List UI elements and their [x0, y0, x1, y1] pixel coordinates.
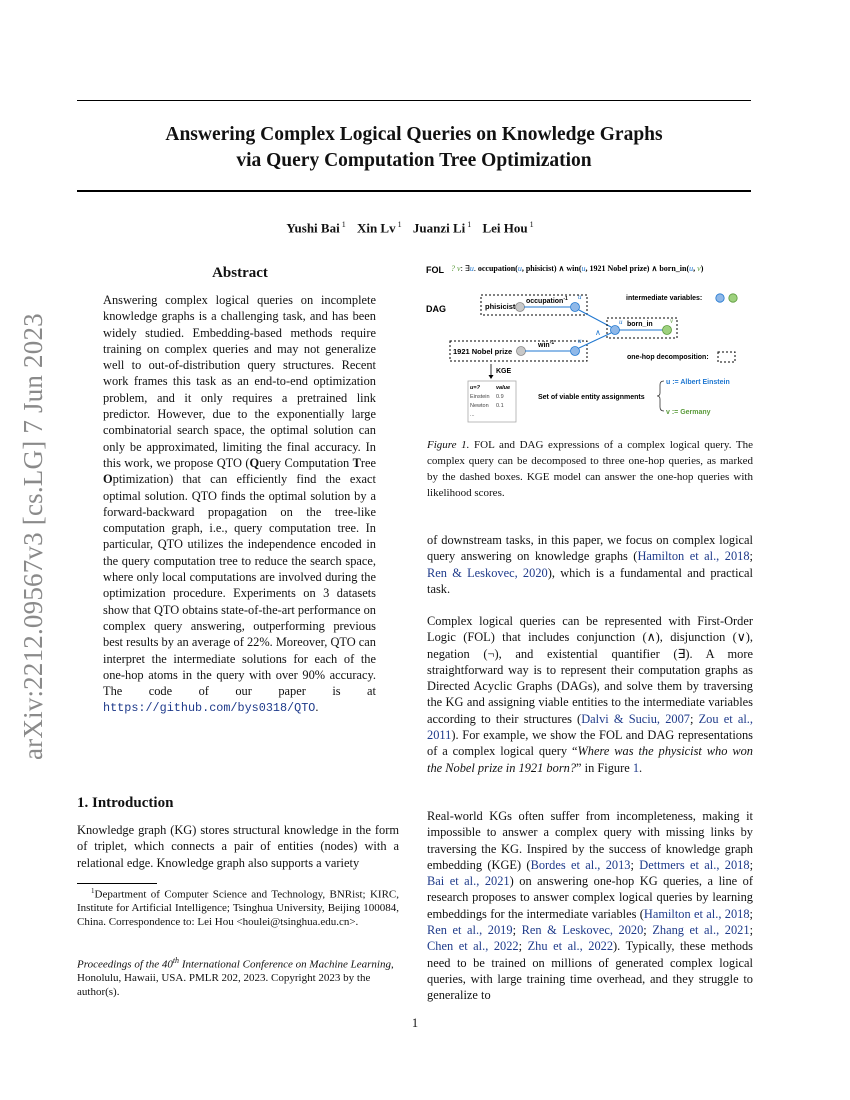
- citation-link[interactable]: Bai et al., 2021: [427, 874, 510, 889]
- edge-label-win: win$^{-1}$: [538, 340, 555, 349]
- var-u-label: u: [578, 337, 582, 345]
- variable-node-u: [571, 303, 580, 312]
- proceedings-text: , Honolulu, Hawaii, USA. PMLR 202, 2023. Copyright 2023 by the author(s).: [77, 958, 394, 998]
- paragraph-fol: Complex logical queries can be represented with First-Order Logic (FOL) that includes conjunction (∧), disjunction (∨), negation (¬), and existential quantifier (∃). A more straightforward way is to represent their computation graphs as Directed Acyclic Graphs (DAGs), and solve them by traversing the KG and assigning viable entities to the intermediate variables according to their structures (Dalvi & Suciu, 2007; Zou et al., 2011). For example, we show the FOL and DAG representations of a complex logical query “Where was the physicist who won the Nobel prize in 1921 born?” in Figure 1.: [427, 614, 753, 775]
- author: Juanzi Li: [412, 220, 466, 236]
- body-text: ) on answering one-hop KG queries, a line of research proposes to answer complex logical queries by learning embeddings for the intermediate variables (: [427, 874, 753, 921]
- kge-table-header: u=?: [470, 385, 480, 391]
- title-bottom-rule: [77, 190, 751, 192]
- arrow-head-icon: [489, 375, 494, 379]
- body-text: of downstream tasks, in this paper, we focus on complex logical query answering on knowledge graphs (: [427, 533, 753, 564]
- paper-title: [77, 122, 751, 174]
- proceedings-italic: International Conference on Machine Learning: [179, 958, 391, 971]
- affiliation-footnote: [77, 885, 399, 929]
- kge-table-cell: Einstein: [470, 394, 490, 400]
- affiliation-mark: 1: [397, 220, 402, 229]
- abstract-text: .: [315, 700, 319, 715]
- caption-label: Figure 1.: [427, 439, 470, 451]
- node-label-phisicist: phisicist: [485, 302, 516, 311]
- variable-node-u: [571, 347, 580, 356]
- fol-expression: ? v: ∃u. occupation(u, phisicist) ∧ win(u, 1921 Nobel prize) ∧ born_in(u, v): [451, 264, 704, 273]
- citation-link[interactable]: Ren et al., 2019: [427, 923, 513, 938]
- top-rule: [77, 100, 751, 101]
- figure-1: [420, 255, 760, 435]
- affiliation-mark: 1: [467, 220, 472, 229]
- affiliation-mark: 1: [529, 220, 534, 229]
- brace-icon: [657, 381, 664, 411]
- assignment-u: u := Albert Einstein: [666, 379, 730, 386]
- citation-link[interactable]: Hamilton et al., 2018: [643, 906, 750, 921]
- abstract-text: ptimization: [112, 472, 170, 487]
- citation-link[interactable]: Hamilton et al., 2018: [637, 549, 750, 564]
- edge-label-occupation: occupation$^{-1}$: [526, 296, 568, 305]
- author: Xin Lv: [356, 220, 396, 236]
- var-v-label: v: [670, 317, 674, 325]
- figure-ref-link[interactable]: 1: [632, 760, 640, 775]
- variable-node-v: [663, 326, 672, 335]
- abstract-text: ree: [360, 455, 376, 470]
- bold-letter: T: [352, 455, 361, 470]
- citation-link[interactable]: Dalvi & Suciu, 2007: [581, 711, 690, 726]
- author: Yushi Bai: [286, 220, 340, 236]
- author: Lei Hou: [482, 220, 528, 236]
- proceedings-italic: Proceedings of the 40: [77, 958, 173, 971]
- abstract-heading: Abstract: [212, 265, 268, 281]
- body-text: .: [639, 760, 643, 775]
- figure-1-caption: [427, 437, 753, 501]
- var-u-label: u: [578, 293, 582, 301]
- edge-label-born-in: born_in: [627, 321, 653, 328]
- body-text: ). For example, we show the FOL and DAG representations of a complex logical query “: [427, 728, 753, 759]
- conjunction-symbol: ∧: [595, 328, 601, 337]
- assignment-v: v := Germany: [666, 409, 711, 416]
- legend-blue-node: [716, 294, 724, 302]
- body-text: ” in Figure: [576, 760, 633, 775]
- citation-link[interactable]: Bordes et al., 2013: [530, 857, 631, 872]
- title-line-2: via Query Computation Tree Optimization: [236, 150, 592, 171]
- var-u-label: u: [619, 318, 623, 326]
- body-text: ). Typically, these methods need to be trained on millions of generated complex logical queries, with large training time overhead, and they struggle to generalize to: [427, 939, 753, 1003]
- citation-link[interactable]: Zhu et al., 2022: [527, 939, 614, 954]
- query-quote: Where was the physicist who won the Nobel prize in 1921 born?: [427, 744, 753, 775]
- footnote-mark: 1: [91, 887, 95, 895]
- footnote-text: Department of Computer Science and Technology, BNRist; KIRC, Institute for Artificial Intelligence; Tsinghua University, Beijing 100084, China. Correspondence to: Lei Hou <houlei@tsinghua.edu.cn>.: [77, 888, 399, 928]
- citation-link[interactable]: Zou et al., 2011: [427, 711, 753, 743]
- assignment-label: Set of viable entity assignments: [538, 394, 645, 401]
- code-link[interactable]: https://github.com/bys0318/QTO: [103, 701, 316, 716]
- caption-text: FOL and DAG expressions of a complex logical query. The complex query can be decomposed to three one-hop queries, as marked by the dashed boxes. KGE model can answer the one-hop queries with likelihood scores.: [427, 439, 753, 499]
- fol-label: FOL: [426, 265, 444, 275]
- proceedings-note: [77, 954, 399, 999]
- kge-table-cell: ...: [470, 412, 475, 418]
- page-number: 1: [411, 1016, 419, 1030]
- abstract-body: [103, 292, 376, 717]
- abstract-text: Answering complex logical queries on incomplete knowledge graphs is a challenging task, and has been widely studied. Embedding-based methods require training on complex queries and may not generalize well to out-of-distribution query structures. Recent work frames this task as an end-to-end optimization problem, and it only requires a pretrained link predictor. However, due to the exponentially large combinatorial search space, the optimal solution can only be approximated, limiting the final accuracy. In this work, we propose QTO (: [103, 293, 376, 470]
- node-label-nobel: 1921 Nobel prize: [453, 347, 513, 356]
- citation-link[interactable]: Dettmers et al., 2018: [639, 857, 750, 872]
- kge-label: KGE: [496, 368, 512, 375]
- title-line-1: Answering Complex Logical Queries on Knowledge Graphs: [165, 124, 663, 145]
- dag-label: DAG: [426, 304, 446, 314]
- legend-onehop-label: one-hop decomposition:: [627, 354, 709, 361]
- affiliation-mark: 1: [341, 220, 346, 229]
- ordinal-sup: th: [172, 956, 180, 965]
- paragraph-kge: Real-world KGs often suffer from incompleteness, making it impossible to answer a complex query with missing links by traversing the KG. Inspired by the success of knowledge graph embedding (KGE) (Bordes et al., 2013; Dettmers et al., 2018; Bai et al., 2021) on answering one-hop KG queries, a line of research proposes to answer complex logical queries by learning embeddings for the intermediate variables (Hamilton et al., 2018; Ren et al., 2019; Ren & Leskovec, 2020; Zhang et al., 2021; Chen et al., 2022; Zhu et al., 2022). Typically, these methods need to be trained on millions of generated complex logical queries, with large training time overhead, and they struggle to generalize to: [427, 809, 754, 1003]
- legend-intermediate-label: intermediate variables:: [626, 295, 703, 302]
- author-list: [77, 220, 751, 236]
- abstract-text: ) that can efficiently find the exact optimal solution. QTO finds the optimal solution by a forward-backward propagation on the tree-like computation graph, i.e., query computation tree. In particular, QTO utilizes the independence encoded in the query computation tree to reduce the search space, where only local computations are involved during the optimization procedure. Experiments on 3 datasets show that QTO obtains state-of-the-art performance on complex query answering, outperforming previous best results by an average of 22%. Moreover, QTO can interpret the intermediate solutions for each of the one-hop atoms in the query with over 90% accuracy. The code of our paper is at: [103, 472, 376, 699]
- body-text: Real-world KGs often suffer from incompleteness, making it impossible to answer a complex query with missing links by traversing the KG. Inspired by the success of knowledge graph embedding (KGE) (: [427, 809, 753, 872]
- citation-link[interactable]: Ren & Leskovec, 2020: [521, 923, 644, 938]
- kge-table-header: value: [496, 385, 511, 391]
- edge-merge: [579, 310, 611, 327]
- kge-table-cell: Newton: [470, 403, 489, 409]
- kge-table-cell: 0.9: [496, 394, 504, 400]
- body-text: Complex logical queries can be represented with First-Order Logic (FOL) that includes conjunction (∧), disjunction (∨), negation (¬), and existential quantifier (∃). A more straightforward way is to represent their computation graphs as Directed Acyclic Graphs (DAGs), and solve them by traversing the KG and assigning viable entities to the intermediate variables according to their structures (: [427, 614, 753, 726]
- kge-table-cell: 0.1: [496, 403, 504, 409]
- introduction-paragraph: Knowledge graph (KG) stores structural knowledge in the form of triplet, which connects a pair of entities (nodes) with a relational edge. Knowledge graph also supports a variety: [77, 823, 399, 870]
- paragraph-downstream: of downstream tasks, in this paper, we focus on complex logical query answering on knowledge graphs (Hamilton et al., 2018; Ren & Leskovec, 2020), which is a fundamental and practical task.: [427, 533, 753, 596]
- entity-node: [516, 303, 525, 312]
- abstract-text: uery Computation: [259, 455, 353, 470]
- footnote-rule: [77, 883, 157, 884]
- entity-node: [517, 347, 526, 356]
- body-text: ), which is a fundamental and practical task.: [427, 565, 753, 596]
- citation-link[interactable]: Ren & Leskovec, 2020: [427, 565, 548, 580]
- citation-link[interactable]: Chen et al., 2022: [427, 939, 519, 954]
- section-heading-introduction: 1. Introduction: [77, 795, 174, 811]
- bold-letter: O: [103, 472, 113, 487]
- arxiv-sidebar-stamp: arXiv:2212.09567v3 [cs.LG] 7 Jun 2023: [18, 313, 48, 760]
- legend-dashed-box: [718, 352, 735, 362]
- citation-link[interactable]: Zhang et al., 2021: [652, 923, 750, 938]
- bold-letter: Q: [249, 455, 260, 470]
- variable-node-u: [611, 326, 620, 335]
- legend-green-node: [729, 294, 737, 302]
